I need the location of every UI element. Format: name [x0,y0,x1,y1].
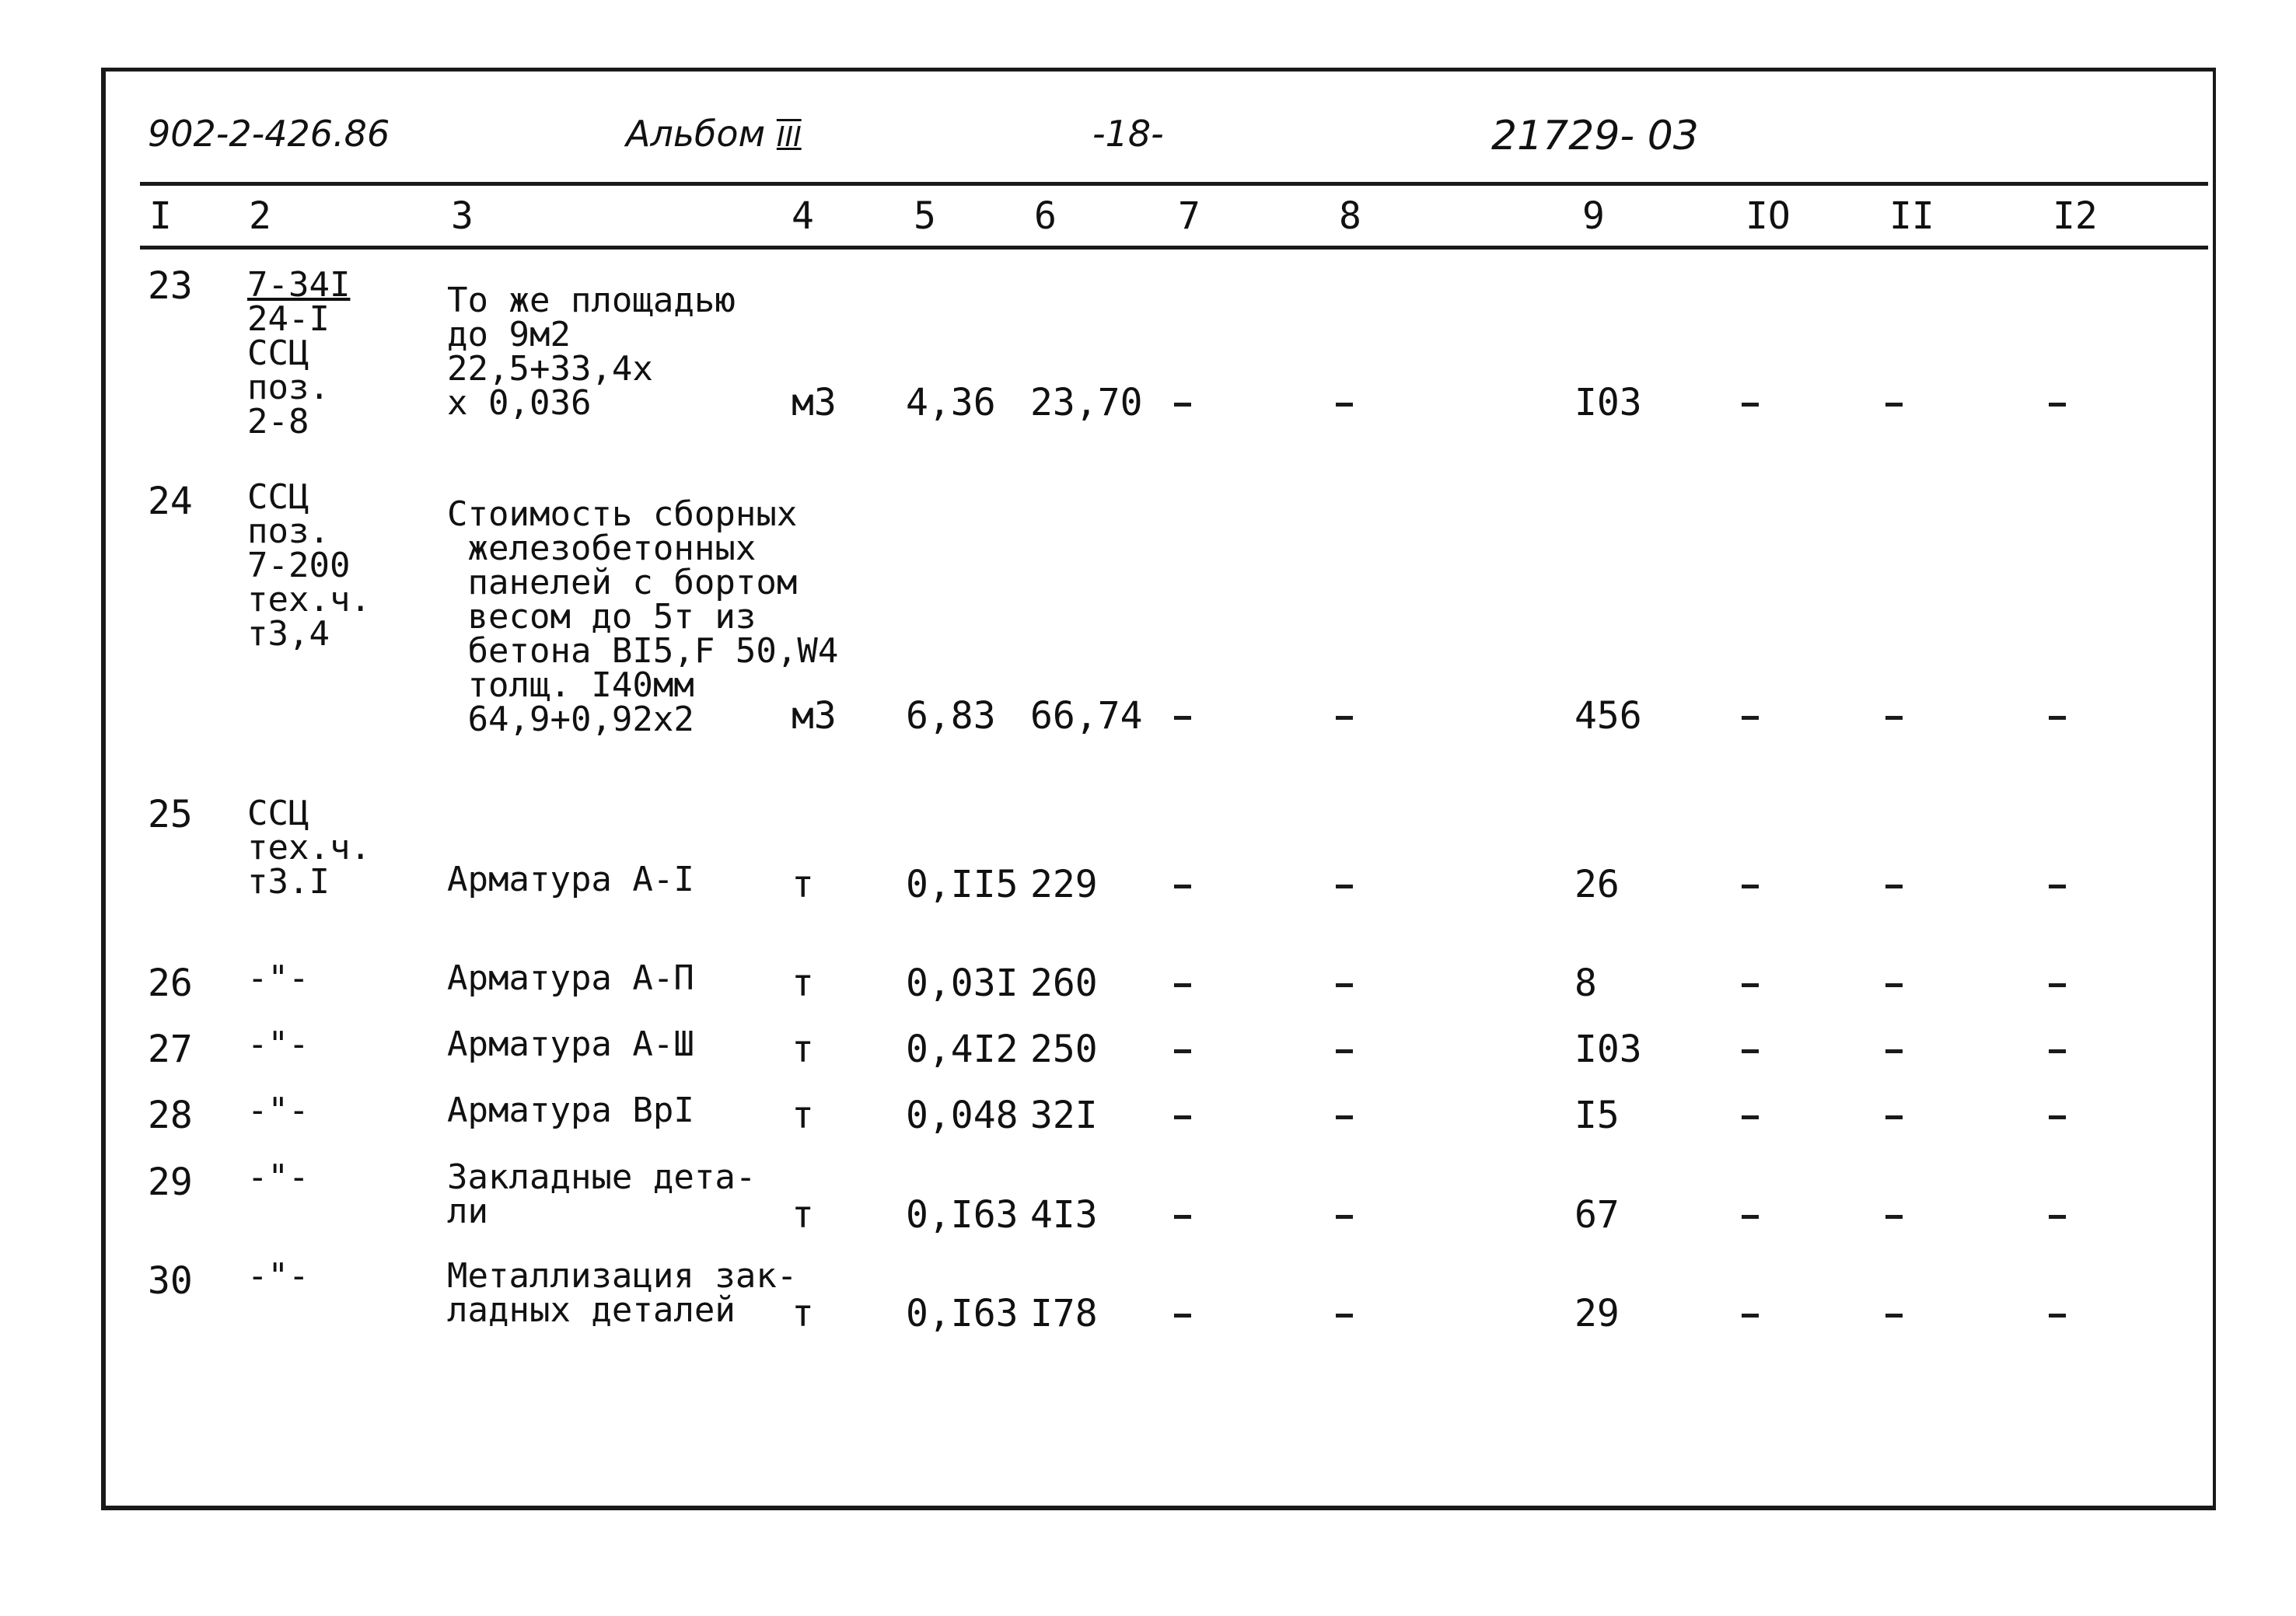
description-cell [447,281,736,423]
reference-line: -"- [247,958,309,998]
description-cell [447,958,694,998]
quantity-cell: 6,83 [906,694,996,738]
reference-line: -"- [247,1256,309,1296]
unit-price-cell: 32I [1030,1094,1098,1137]
description-cell [447,1024,694,1064]
empty-cell-dash [1336,716,1353,720]
empty-cell-dash [1885,403,1903,407]
quantity-cell: 0,03I [906,962,1019,1005]
description-line: железобетонных [447,529,757,568]
reference-cell [247,1091,309,1130]
description-line: Арматура ВрI [447,1091,694,1130]
empty-cell-dash [2049,1049,2066,1053]
reference-line: -"- [247,1024,309,1064]
reference-line: -"- [247,1091,309,1130]
quantity-cell: 0,048 [906,1094,1019,1137]
document-sheet [101,68,2216,1510]
description-line: ладных деталей [447,1290,736,1330]
description-cell [447,1091,694,1130]
empty-cell-dash [1336,1215,1353,1219]
unit-price-cell: 260 [1030,962,1098,1005]
reference-line: т3,4 [247,614,330,654]
total-cost-cell: 26 [1574,863,1620,906]
column-heading-1: I [149,194,172,238]
empty-cell-dash [1885,1215,1903,1219]
empty-cell-dash [1174,403,1191,407]
empty-cell-dash [2049,983,2066,987]
empty-cell-dash [1336,1314,1353,1318]
column-heading-12: I2 [2053,194,2098,238]
reference-line: 7-200 [247,546,351,585]
unit-cell: м3 [792,694,837,738]
total-cost-cell: I03 [1574,1028,1642,1071]
empty-cell-dash [2049,1115,2066,1119]
reference-line: 24-I [247,299,330,339]
empty-cell-dash [1742,403,1759,407]
description-line: весом до 5т из [447,597,757,637]
column-heading-10: IO [1746,194,1791,238]
empty-cell-dash [1174,1115,1191,1119]
reference-line: 2-8 [247,402,309,442]
reference-cell [247,958,309,998]
columns-rule [140,246,2208,250]
empty-cell-dash [1336,983,1353,987]
description-line: 64,9+0,92х2 [447,700,694,739]
description-line: Арматура А-Ш [447,1024,694,1064]
column-heading-3: 3 [451,194,474,238]
column-heading-4: 4 [792,194,814,238]
album-text: Альбом [626,113,777,155]
description-line: бетона BI5,F 50,W4 [447,631,839,671]
row-number: 25 [148,793,193,836]
empty-cell-dash [1742,1215,1759,1219]
description-line: панелей с бортом [447,563,798,602]
column-heading-11: II [1889,194,1934,238]
empty-cell-dash [1336,1049,1353,1053]
description-cell [447,1157,757,1231]
unit-price-cell: 66,74 [1030,694,1143,738]
row-number: 28 [148,1094,193,1137]
reference-line: поз. [247,511,330,551]
reference-cell [247,265,351,442]
empty-cell-dash [1336,1115,1353,1119]
description-line: толщ. I40мм [447,665,694,705]
description-line: Арматура А-I [447,860,694,899]
reference-cell [247,1024,309,1064]
document-number: 902-2-426.86 [148,113,390,155]
description-line: х 0,036 [447,383,592,423]
description-cell [447,1256,798,1330]
unit-cell: т [792,1193,814,1237]
empty-cell-dash [1336,403,1353,407]
column-heading-9: 9 [1582,194,1605,238]
description-line: То же площадью [447,281,736,320]
album-label [626,113,802,155]
total-cost-cell: I5 [1574,1094,1620,1137]
unit-cell: т [792,962,814,1005]
empty-cell-dash [2049,885,2066,888]
row-number: 29 [148,1161,193,1204]
reference-line: поз. [247,368,330,407]
description-line: Стоимость сборных [447,494,798,534]
total-cost-cell: 67 [1574,1193,1620,1237]
unit-price-cell: 229 [1030,863,1098,906]
reference-line: т3.I [247,862,330,902]
empty-cell-dash [1174,983,1191,987]
row-number: 27 [148,1028,193,1071]
reference-line: тех.ч. [247,580,371,620]
unit-price-cell: 4I3 [1030,1193,1098,1237]
document-code: 21729- 03 [1491,113,1699,159]
quantity-cell: 0,I63 [906,1193,1019,1237]
description-line: Арматура А-П [447,958,694,998]
column-heading-2: 2 [249,194,271,238]
description-cell [447,860,694,899]
quantity-cell: 0,I63 [906,1292,1019,1335]
empty-cell-dash [2049,716,2066,720]
column-heading-5: 5 [914,194,936,238]
reference-line: 7-34I [247,265,351,305]
header-rule [140,182,2208,186]
reference-line: ССЦ [247,333,309,373]
reference-line: тех.ч. [247,828,371,867]
empty-cell-dash [1336,885,1353,888]
unit-cell: м3 [792,381,837,424]
reference-cell [247,477,371,654]
empty-cell-dash [1174,1314,1191,1318]
description-line: Металлизация зак- [447,1256,798,1296]
description-cell [447,494,839,739]
column-heading-6: 6 [1034,194,1057,238]
empty-cell-dash [1742,1314,1759,1318]
empty-cell-dash [1742,885,1759,888]
column-heading-7: 7 [1178,194,1200,238]
description-line: до 9м2 [447,315,571,354]
total-cost-cell: I03 [1574,381,1642,424]
empty-cell-dash [1885,1314,1903,1318]
column-heading-8: 8 [1339,194,1361,238]
empty-cell-dash [1885,885,1903,888]
empty-cell-dash [1174,885,1191,888]
description-line: 22,5+33,4х [447,349,653,389]
empty-cell-dash [1174,1049,1191,1053]
unit-price-cell: I78 [1030,1292,1098,1335]
quantity-cell: 0,II5 [906,863,1019,906]
empty-cell-dash [2049,1215,2066,1219]
quantity-cell: 0,4I2 [906,1028,1019,1071]
reference-cell [247,794,371,902]
row-number: 30 [148,1259,193,1303]
total-cost-cell: 456 [1574,694,1642,738]
unit-cell: т [792,1094,814,1137]
empty-cell-dash [1174,1215,1191,1219]
total-cost-cell: 8 [1574,962,1597,1005]
reference-cell [247,1256,309,1296]
row-number: 26 [148,962,193,1005]
unit-price-cell: 23,70 [1030,381,1143,424]
page-number: -18- [1092,113,1164,155]
reference-line: -"- [247,1157,309,1197]
row-number: 24 [148,480,193,523]
reference-cell [247,1157,309,1197]
empty-cell-dash [1885,716,1903,720]
album-roman-numeral: III [776,121,802,153]
empty-cell-dash [1742,983,1759,987]
empty-cell-dash [2049,403,2066,407]
empty-cell-dash [1885,1049,1903,1053]
unit-cell: т [792,1028,814,1071]
empty-cell-dash [2049,1314,2066,1318]
unit-cell: т [792,1292,814,1335]
unit-cell: т [792,863,814,906]
empty-cell-dash [1885,983,1903,987]
empty-cell-dash [1742,1049,1759,1053]
description-line: ли [447,1192,488,1231]
description-line: Закладные дета- [447,1157,757,1197]
unit-price-cell: 250 [1030,1028,1098,1071]
quantity-cell: 4,36 [906,381,996,424]
empty-cell-dash [1742,716,1759,720]
reference-line: ССЦ [247,794,309,833]
row-number: 23 [148,264,193,308]
empty-cell-dash [1742,1115,1759,1119]
empty-cell-dash [1885,1115,1903,1119]
empty-cell-dash [1174,716,1191,720]
reference-line: ССЦ [247,477,309,517]
total-cost-cell: 29 [1574,1292,1620,1335]
